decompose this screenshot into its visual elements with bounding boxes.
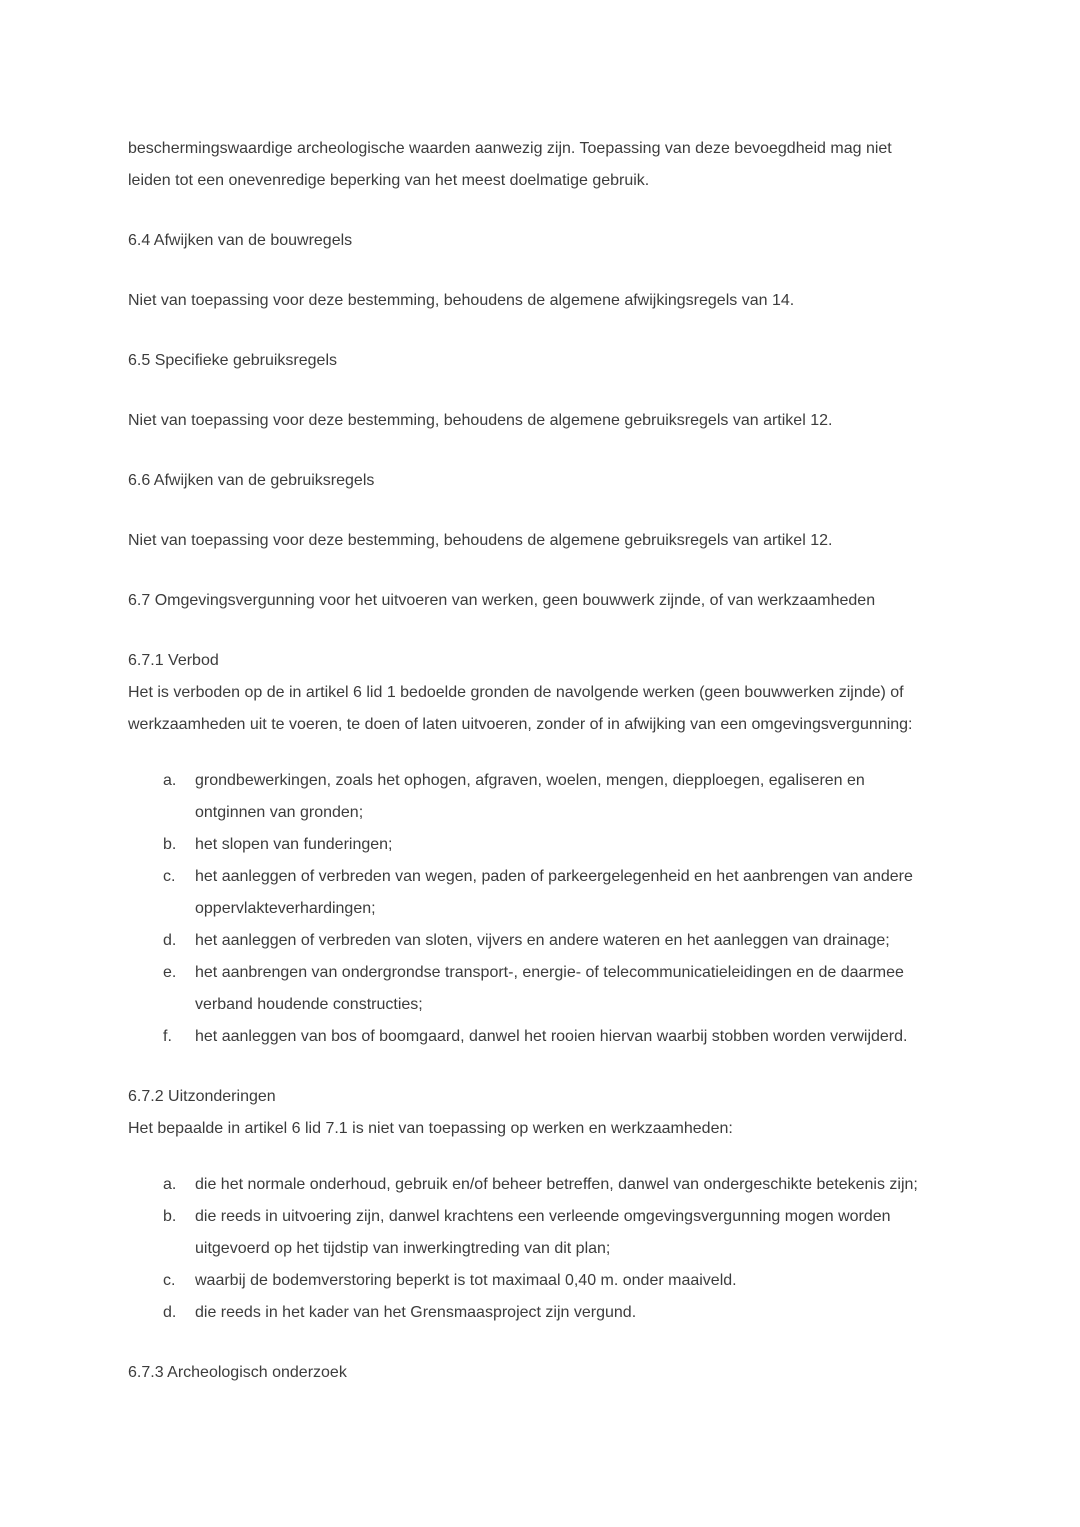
- paragraph-6-7-1: Het is verboden op de in artikel 6 lid 1 bedoelde gronden de navolgende werken (geen bouwwerken zijnde) of werkzaamheden uit te voeren, te doen of laten uitvoeren, zonder of in afwijking van een omgevingsvergunning:: [128, 684, 913, 733]
- list-item: [128, 829, 938, 861]
- heading-6-7-2: 6.7.2 Uitzonderingen: [128, 1088, 276, 1105]
- list-item-text: grondbewerkingen, zoals het ophogen, afgraven, woelen, mengen, diepploegen, egaliseren en ontginnen van gronden;: [195, 772, 865, 821]
- list-item: [128, 765, 938, 829]
- list-marker: f.: [163, 1028, 172, 1045]
- list-item-text: het slopen van funderingen;: [195, 836, 393, 853]
- list-item-text: die reeds in uitvoering zijn, danwel krachtens een verleende omgevingsvergunning mogen worden uitgevoerd op het tijdstip van inwerkingtreding van dit plan;: [195, 1208, 891, 1257]
- list-item-text: het aanleggen of verbreden van wegen, paden of parkeergelegenheid en het aanbrengen van andere oppervlakteverhardingen;: [195, 868, 913, 917]
- paragraph-6-5: Niet van toepassing voor deze bestemming, behoudens de algemene gebruiksregels van artikel 12.: [128, 412, 833, 429]
- list-marker: c.: [163, 868, 176, 885]
- intro-paragraph: beschermingswaardige archeologische waarden aanwezig zijn. Toepassing van deze bevoegdheid mag niet leiden tot een onevenredige beperking van het meest doelmatige gebruik.: [128, 140, 892, 189]
- paragraph-6-4: Niet van toepassing voor deze bestemming, behoudens de algemene afwijkingsregels van 14.: [128, 292, 795, 309]
- list-marker: b.: [163, 836, 177, 853]
- paragraph-6-6: Niet van toepassing voor deze bestemming, behoudens de algemene gebruiksregels van artikel 12.: [128, 532, 833, 549]
- list-item: [128, 1297, 938, 1329]
- list-item-text: waarbij de bodemverstoring beperkt is tot maximaal 0,40 m. onder maaiveld.: [195, 1272, 737, 1289]
- list-marker: d.: [163, 932, 177, 949]
- list-item: [128, 925, 938, 957]
- heading-6-7: 6.7 Omgevingsvergunning voor het uitvoeren van werken, geen bouwwerk zijnde, of van werkzaamheden: [128, 592, 876, 609]
- list-item: [128, 861, 938, 925]
- list-item: [128, 1265, 938, 1297]
- heading-6-6: 6.6 Afwijken van de gebruiksregels: [128, 472, 375, 489]
- list-item-text: het aanbrengen van ondergrondse transport-, energie- of telecommunicatieleidingen en de daarmee verband houdende constructies;: [195, 964, 904, 1013]
- heading-6-7-3: 6.7.3 Archeologisch onderzoek: [128, 1364, 347, 1381]
- list-item-text: die reeds in het kader van het Grensmaasproject zijn vergund.: [195, 1304, 637, 1321]
- list-item: [128, 1169, 938, 1201]
- list-marker: d.: [163, 1304, 177, 1321]
- section-6-7-1: [128, 645, 938, 741]
- list-marker: a.: [163, 772, 177, 789]
- heading-6-4: 6.4 Afwijken van de bouwregels: [128, 232, 353, 249]
- list-item: [128, 1201, 938, 1265]
- list-marker: a.: [163, 1176, 177, 1193]
- paragraph-6-7-2: Het bepaalde in artikel 6 lid 7.1 is niet van toepassing op werken en werkzaamheden:: [128, 1120, 733, 1137]
- list-marker: b.: [163, 1208, 177, 1225]
- list-item-text: het aanleggen of verbreden van sloten, vijvers en andere wateren en het aanleggen van drainage;: [195, 932, 890, 949]
- section-6-7-2: [128, 1081, 938, 1145]
- list-item: [128, 1021, 938, 1053]
- heading-6-5: 6.5 Specifieke gebruiksregels: [128, 352, 338, 369]
- list-item: [128, 957, 938, 1021]
- list-marker: e.: [163, 964, 177, 981]
- list-item-text: die het normale onderhoud, gebruik en/of beheer betreffen, danwel van ondergeschikte betekenis zijn;: [195, 1176, 918, 1193]
- list-item-text: het aanleggen van bos of boomgaard, danwel het rooien hiervan waarbij stobben worden verwijderd.: [195, 1028, 908, 1045]
- prohibited-works-list: [128, 765, 938, 1053]
- list-marker: c.: [163, 1272, 176, 1289]
- exceptions-list: [128, 1169, 938, 1329]
- heading-6-7-1: 6.7.1 Verbod: [128, 652, 219, 669]
